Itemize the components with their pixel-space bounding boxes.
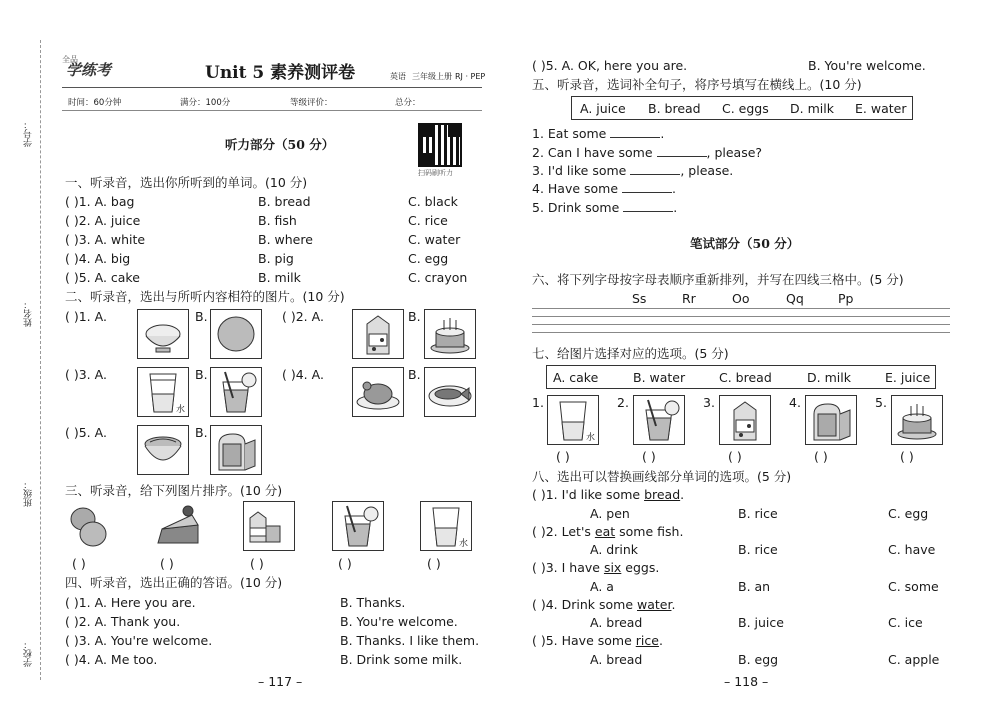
s7-answer-1[interactable]: ( ) [556, 449, 570, 464]
meta-edition: RJ · PEP [455, 72, 486, 81]
s5-item-2 [532, 145, 762, 160]
s4-q2-b: B. You're welcome. [340, 614, 458, 629]
s8-q2-b: B. rice [738, 542, 778, 557]
info-time: 时间：60分钟 [68, 98, 122, 108]
s5-option-b: B. bread [648, 101, 701, 116]
s7-water-image [547, 395, 599, 445]
s2-q4: ( )4. A. [282, 367, 324, 382]
s7-option-d: D. milk [807, 370, 851, 385]
section-1-title: 一、听录音，选出你所听到的单词。(10 分) [65, 175, 308, 190]
written-section-title: 笔试部分（50 分） [690, 236, 800, 251]
s8-q5 [532, 633, 663, 648]
s8-q5-underlined: rice [635, 633, 659, 648]
s5-option-d: D. milk [790, 101, 834, 116]
section-6-title: 六、将下列字母按字母表顺序重新排列，并写在四线三格中。(5 分) [532, 272, 904, 287]
roast-chicken-image [352, 367, 404, 417]
s8-q4-pre: ( )4. Drink some [532, 597, 637, 612]
s1-q1-b: B. bread [258, 194, 311, 209]
s8-q1-b: B. rice [738, 506, 778, 521]
meta-subject: 英语 [390, 72, 406, 81]
info-total: 总分： [395, 98, 421, 108]
s8-q1-underlined: bread [644, 487, 681, 502]
s8-q4-c: C. ice [888, 615, 923, 630]
side-label-school: 学校： [24, 640, 34, 667]
juice-glass-image [210, 367, 262, 417]
logo-top-text: 全品 [62, 55, 78, 64]
section-3-title: 三、听录音，给下列图片排序。(10 分) [65, 483, 283, 498]
s2-q3: ( )3. A. [65, 367, 107, 382]
s1-q3-b: B. where [258, 232, 313, 247]
s2-q1: ( )1. A. [65, 309, 107, 324]
s8-q5-post: . [658, 633, 663, 648]
s8-q4 [532, 597, 675, 612]
s4-q1-a: ( )1. A. Here you are. [65, 595, 196, 610]
s2-b-label-5: B. [195, 425, 208, 440]
s7-num-2: 2. [617, 395, 629, 410]
s5-item-1-end: . [660, 126, 665, 141]
s2-b-label-3: B. [195, 367, 208, 382]
s8-q3 [532, 560, 659, 575]
s4-q4-b: B. Drink some milk. [340, 652, 463, 667]
s5-item-2-text: 2. Can I have some [532, 145, 653, 160]
s3-milk-image [243, 501, 295, 551]
s7-milk-image [719, 395, 771, 445]
s1-q4: ( )4. A. big [65, 251, 131, 266]
s8-q2-a: A. drink [590, 542, 638, 557]
s7-option-e: E. juice [885, 370, 931, 385]
s5-blank-2[interactable] [657, 145, 707, 157]
page-title: Unit 5 素养测评卷 [205, 63, 356, 83]
s1-q1-c: C. black [408, 194, 458, 209]
s5-option-e: E. water [855, 101, 907, 116]
s5-blank-1[interactable] [610, 126, 660, 138]
s8-q2-underlined: eat [594, 524, 616, 539]
s4-q2-a: ( )2. A. Thank you. [65, 614, 181, 629]
qr-caption: 扫码刷听力 [418, 169, 453, 177]
meta-grade: 三年级上册 [412, 72, 452, 81]
s5-item-3 [532, 163, 733, 178]
s7-num-5: 5. [875, 395, 887, 410]
s5-item-4-text: 4. Have some [532, 181, 619, 196]
side-label-class: 班级： [24, 480, 34, 507]
s8-q4-a: A. bread [590, 615, 643, 630]
s2-b-label-1: B. [195, 309, 208, 324]
s5-item-5-end: . [673, 200, 678, 215]
s8-q1-pre: ( )1. I'd like some [532, 487, 645, 502]
bread-image [210, 425, 262, 475]
s2-b-label-4: B. [408, 367, 421, 382]
info-score: 满分：100分 [180, 98, 231, 108]
s7-option-b: B. water [633, 370, 686, 385]
s5-item-1 [532, 126, 664, 141]
section-4-title: 四、听录音，选出正确的答语。(10 分) [65, 575, 283, 590]
cake-image [424, 309, 476, 359]
s8-q5-a: A. bread [590, 652, 643, 667]
s1-q1: ( )1. A. bag [65, 194, 135, 209]
s8-q1-a: A. pen [590, 506, 630, 521]
qr-code[interactable] [418, 123, 462, 167]
s8-q3-pre: ( )3. I have [532, 560, 604, 575]
s4-q1-b: B. Thanks. [340, 595, 406, 610]
s7-word-bank [546, 365, 936, 389]
s2-q5: ( )5. A. [65, 425, 107, 440]
s6-letter-4: Qq [786, 291, 804, 306]
water-char: 水 [586, 433, 596, 443]
s1-q3-c: C. water [408, 232, 461, 247]
s4-q5-a: ( )5. A. OK, here you are. [532, 58, 688, 73]
s8-q4-underlined: water [637, 597, 672, 612]
page-number-left: – 117 – [258, 674, 303, 689]
s4-q4-a: ( )4. A. Me too. [65, 652, 158, 667]
header-rule-bottom [62, 110, 482, 111]
s3-eggs-image [65, 501, 117, 551]
s4-q3-a: ( )3. A. You're welcome. [65, 633, 213, 648]
s3-answer-2[interactable]: ( ) [160, 556, 174, 571]
s7-cake-image [891, 395, 943, 445]
s7-option-c: C. bread [719, 370, 772, 385]
side-label-name: 姓名： [24, 300, 34, 327]
water-char: 水 [459, 539, 469, 549]
s3-juice-image [332, 501, 384, 551]
s7-num-3: 3. [703, 395, 715, 410]
s8-q1-post: . [680, 487, 685, 502]
s7-juice-image [633, 395, 685, 445]
s8-q2-post: some fish. [615, 524, 684, 539]
rice-bowl-image [137, 309, 189, 359]
s8-q2-c: C. have [888, 542, 936, 557]
s3-cake-slice-image [152, 501, 204, 551]
s8-q3-a: A. a [590, 579, 614, 594]
s8-q5-pre: ( )5. Have some [532, 633, 636, 648]
grid-line-3 [532, 324, 950, 325]
s5-item-4 [532, 181, 676, 196]
info-level: 等级评价： [290, 98, 333, 108]
s7-num-4: 4. [789, 395, 801, 410]
s3-answer-3[interactable]: ( ) [250, 556, 264, 571]
water-char: 水 [176, 405, 186, 415]
four-line-grid[interactable] [532, 308, 950, 334]
s7-option-a: A. cake [553, 370, 599, 385]
s1-q2-c: C. rice [408, 213, 448, 228]
s5-option-c: C. eggs [722, 101, 769, 116]
s5-item-2-end: , please? [706, 145, 763, 160]
s5-option-a: A. juice [580, 101, 626, 116]
s8-q3-c: C. some [888, 579, 939, 594]
s7-num-1: 1. [532, 395, 544, 410]
s1-q2: ( )2. A. juice [65, 213, 141, 228]
s4-q5-b: B. You're welcome. [808, 58, 926, 73]
s3-answer-5[interactable]: ( ) [427, 556, 441, 571]
s8-q3-b: B. an [738, 579, 771, 594]
s8-q3-underlined: six [603, 560, 622, 575]
grid-line-2 [532, 316, 950, 317]
s8-q1 [532, 487, 684, 502]
s5-blank-5[interactable] [623, 200, 673, 212]
listening-section-title: 听力部分（50 分） [225, 137, 335, 152]
s4-q3-b: B. Thanks. I like them. [340, 633, 480, 648]
s6-letter-3: Oo [732, 291, 750, 306]
s5-blank-3[interactable] [630, 163, 680, 175]
s5-item-5-text: 5. Drink some [532, 200, 620, 215]
s7-answer-4[interactable]: ( ) [814, 449, 828, 464]
s2-b-label-2: B. [408, 309, 421, 324]
logo-bottom-text: 学练考 [66, 61, 112, 79]
s6-letter-2: Rr [682, 291, 696, 306]
noodle-bowl-image [137, 425, 189, 475]
s8-q3-post: eggs. [621, 560, 660, 575]
grid-line-4 [532, 332, 950, 333]
s3-water-image [420, 501, 472, 551]
s5-item-3-end: , please. [680, 163, 734, 178]
egg-image [210, 309, 262, 359]
binding-margin [40, 40, 41, 680]
s8-q2-pre: ( )2. Let's [532, 524, 595, 539]
milk-carton-image [352, 309, 404, 359]
section-5-title: 五、听录音，选词补全句子，将序号填写在横线上。(10 分) [532, 77, 862, 92]
water-glass-image [137, 367, 189, 417]
s8-q5-b: B. egg [738, 652, 779, 667]
s1-q3: ( )3. A. white [65, 232, 146, 247]
section-8-title: 八、选出可以替换画线部分单词的选项。(5 分) [532, 469, 792, 484]
s1-q4-c: C. egg [408, 251, 449, 266]
s7-answer-2[interactable]: ( ) [642, 449, 656, 464]
s8-q4-b: B. juice [738, 615, 784, 630]
s8-q2 [532, 524, 683, 539]
s7-answer-3[interactable]: ( ) [728, 449, 742, 464]
s6-letter-1: Ss [632, 291, 647, 306]
s8-q1-c: C. egg [888, 506, 929, 521]
s1-q5-c: C. crayon [408, 270, 468, 285]
header-rule-top [62, 87, 482, 88]
s5-word-bank [571, 96, 913, 120]
s1-q2-b: B. fish [258, 213, 297, 228]
page-number-right: – 118 – [724, 674, 769, 689]
s2-q2: ( )2. A. [282, 309, 324, 324]
s3-answer-1[interactable]: ( ) [72, 556, 86, 571]
s5-item-4-end: . [672, 181, 677, 196]
s1-q5-b: B. milk [258, 270, 301, 285]
s5-blank-4[interactable] [622, 181, 672, 193]
section-7-title: 七、给图片选择对应的选项。(5 分) [532, 346, 729, 361]
s8-q5-c: C. apple [888, 652, 940, 667]
brand-logo [62, 52, 120, 82]
s1-q4-b: B. pig [258, 251, 294, 266]
s7-bread-image [805, 395, 857, 445]
s5-item-1-text: 1. Eat some [532, 126, 607, 141]
s8-q4-post: . [671, 597, 676, 612]
s5-item-5 [532, 200, 677, 215]
grid-line-1 [532, 308, 950, 309]
s7-answer-5[interactable]: ( ) [900, 449, 914, 464]
side-label-student-id: 学号： [24, 120, 34, 147]
s5-item-3-text: 3. I'd like some [532, 163, 627, 178]
s1-q5: ( )5. A. cake [65, 270, 140, 285]
s6-letter-5: Pp [838, 291, 854, 306]
fish-plate-image [424, 367, 476, 417]
s3-answer-4[interactable]: ( ) [338, 556, 352, 571]
section-2-title: 二、听录音，选出与所听内容相符的图片。(10 分) [65, 289, 345, 304]
